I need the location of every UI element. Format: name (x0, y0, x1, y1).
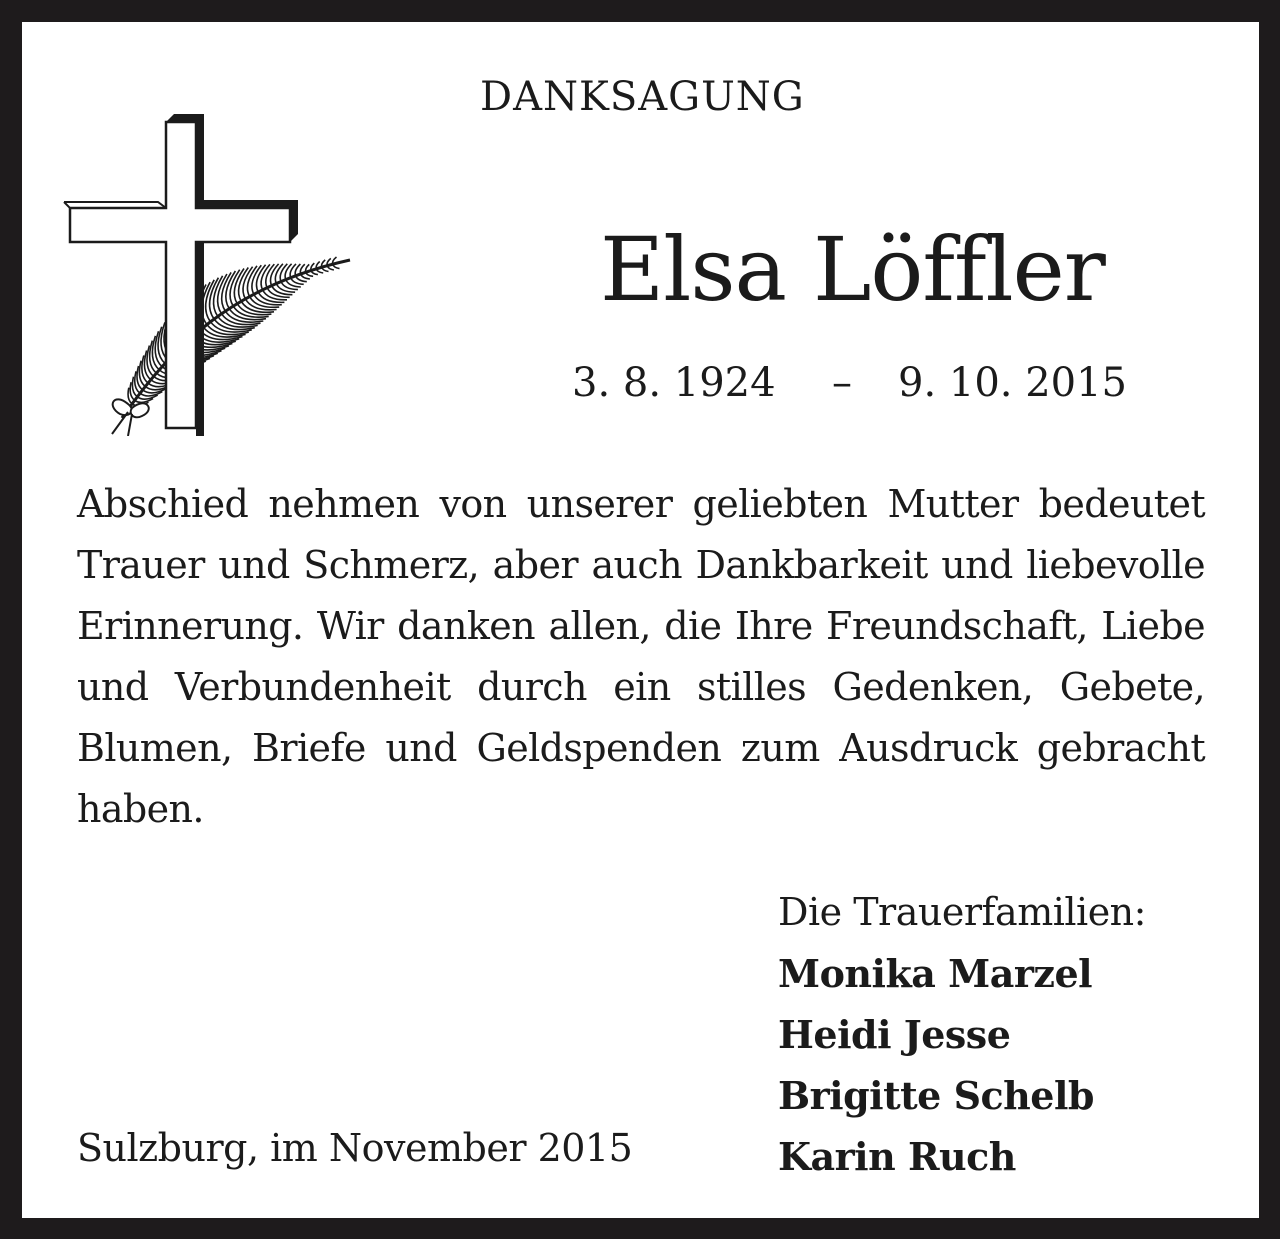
family-member: Brigitte Schelb (778, 1073, 1094, 1118)
date-separator: – (832, 360, 852, 406)
place-and-date: Sulzburg, im November 2015 (77, 1126, 633, 1170)
deceased-name: Elsa Löffler (600, 218, 1105, 321)
family-member: Karin Ruch (778, 1134, 1016, 1179)
family-member: Monika Marzel (778, 951, 1093, 996)
cross-with-palm-icon (62, 96, 362, 436)
thank-you-message: Abschied nehmen von unserer geliebten Mutter bedeutet Trauer und Schmerz, aber auch Dankbarkeit und liebevolle Erinnerung. Wir danken allen, die Ihre Freundschaft, Liebe und Verbundenheit durch ein stilles Gedenken, Gebete, Blumen, Briefe und Geldspenden zum Ausdruck gebracht haben. (77, 482, 1205, 831)
obituary-card (22, 22, 1259, 1218)
notice-heading: DANKSAGUNG (480, 74, 805, 120)
families-intro: Die Trauerfamilien: (778, 890, 1146, 934)
mourning-families (778, 882, 1146, 1187)
family-member: Heidi Jesse (778, 1012, 1011, 1057)
birth-date: 3. 8. 1924 (572, 360, 776, 406)
death-date: 9. 10. 2015 (898, 360, 1128, 406)
palm-leaflet (333, 264, 340, 268)
